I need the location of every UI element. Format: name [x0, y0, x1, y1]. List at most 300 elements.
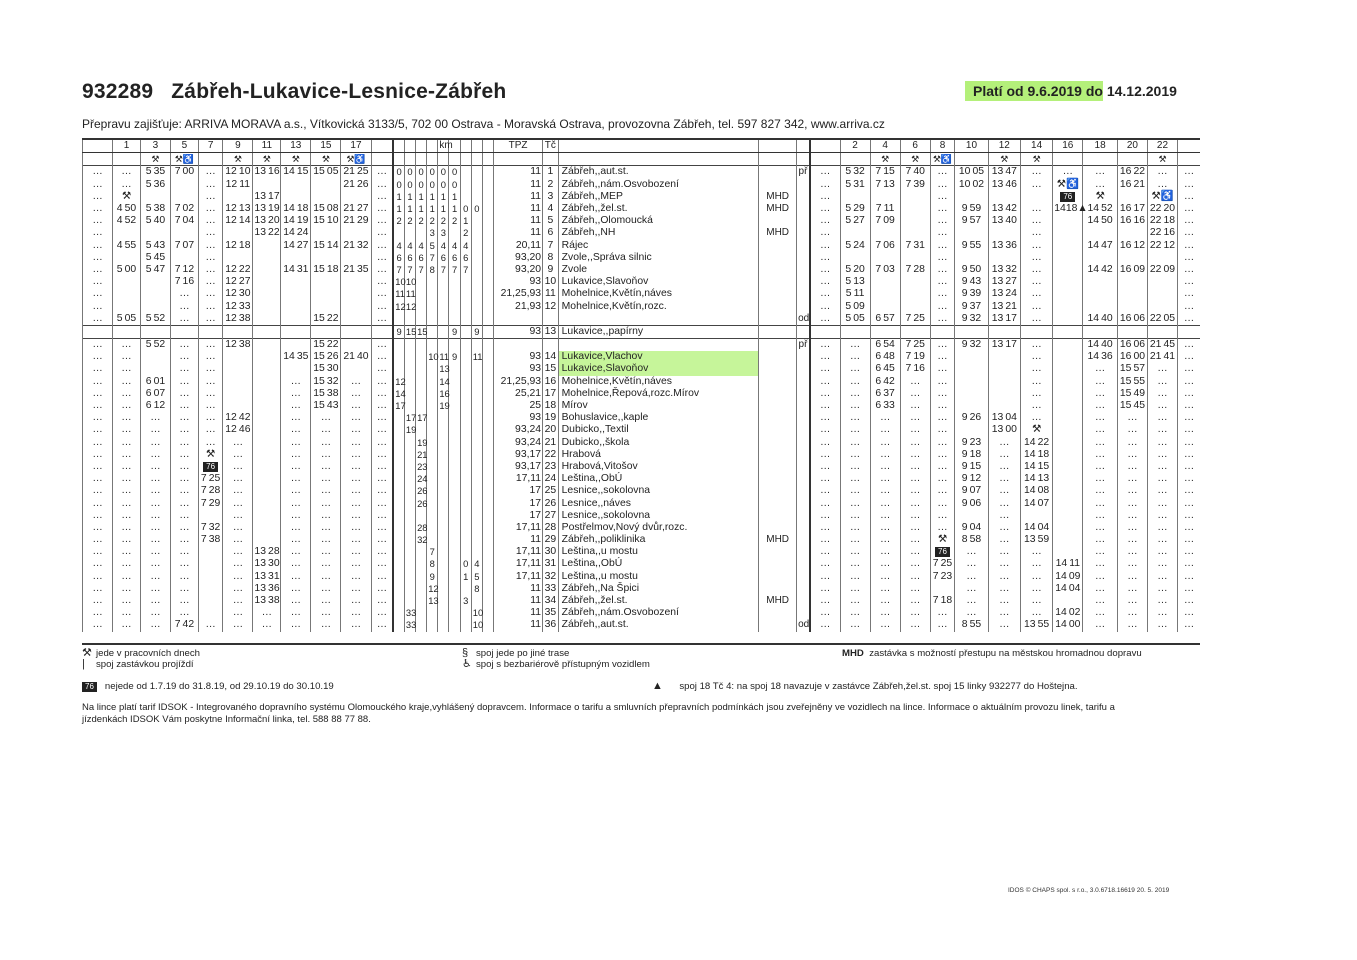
km-cell — [449, 571, 460, 583]
table-row — [83, 351, 1201, 363]
km-cell — [460, 376, 471, 388]
time-cell: … — [810, 166, 840, 179]
tpz-cell: 93 — [494, 412, 543, 424]
time-cell — [955, 388, 988, 400]
tc-cell: 3 — [543, 191, 559, 203]
time-cell: … — [223, 485, 253, 497]
time-cell: … — [1178, 461, 1200, 473]
time-cell: 14 52 — [1083, 203, 1118, 215]
time-cell — [341, 276, 371, 288]
time-cell: … — [198, 264, 223, 276]
table-row — [83, 449, 1201, 461]
time-cell: … — [1147, 619, 1177, 631]
km-cell — [404, 388, 415, 400]
time-cell — [1053, 461, 1083, 473]
km-cell — [404, 153, 415, 166]
time-cell: 7 25 — [198, 473, 223, 485]
time-cell: … — [83, 227, 113, 239]
time-cell — [1053, 351, 1083, 363]
time-cell: 5 11 — [840, 288, 870, 300]
tc-cell: 8 — [543, 252, 559, 264]
time-cell: 5 32 — [840, 166, 870, 179]
time-cell: 5 31 — [840, 179, 870, 191]
symbol-cell — [759, 153, 797, 166]
tpz-cell: 21,93 — [494, 300, 543, 312]
time-cell — [1117, 325, 1147, 338]
km-cell: 11 — [405, 288, 416, 300]
time-cell: 15 14 — [311, 240, 341, 252]
km-cell — [460, 166, 471, 179]
time-cell: ⚒♿ — [1053, 179, 1083, 191]
km-cell — [449, 288, 460, 300]
tc-cell: 12 — [543, 300, 559, 312]
time-cell: … — [1117, 449, 1147, 461]
time-cell: … — [113, 473, 141, 485]
time-cell: … — [870, 619, 900, 631]
time-cell: … — [371, 595, 393, 607]
km-cell — [482, 215, 493, 227]
table-row — [83, 339, 1201, 352]
km-cell — [438, 288, 449, 300]
time-cell: 7 31 — [900, 240, 930, 252]
stop-name: Zábřeh,,MEP — [558, 191, 759, 203]
tc-cell: 31 — [543, 558, 559, 570]
tc-cell: 33 — [543, 583, 559, 595]
km-cell — [471, 595, 482, 607]
stop-name: Bohuslavice,,kaple — [558, 412, 759, 424]
time-cell: 15 22 — [311, 313, 341, 326]
time-cell: … — [900, 437, 930, 449]
km-cell — [482, 546, 493, 558]
time-cell: … — [810, 473, 840, 485]
time-cell — [341, 191, 371, 203]
km-cell — [404, 497, 415, 509]
time-cell: 13 17 — [988, 339, 1020, 352]
time-cell: … — [341, 412, 371, 424]
symbol-cell — [840, 153, 870, 166]
time-cell: … — [371, 276, 393, 288]
time-cell: 15 49 — [1117, 388, 1147, 400]
time-cell — [281, 325, 311, 338]
time-cell: 16 09 — [1117, 264, 1147, 276]
km-cell — [482, 583, 493, 595]
time-cell — [341, 252, 371, 264]
symbol-cell: ⚒♿ — [171, 153, 199, 166]
time-cell: … — [1117, 485, 1147, 497]
mhd-cell — [759, 558, 797, 570]
time-cell: 13 31 — [254, 570, 280, 582]
time-cell: … — [371, 510, 393, 522]
time-cell: … — [810, 583, 840, 595]
time-cell: … — [371, 546, 393, 558]
time-cell — [341, 227, 371, 239]
stop-name — [558, 339, 759, 352]
stop-header — [558, 140, 759, 153]
time-cell: … — [1147, 607, 1177, 619]
time-cell: 14 36 — [1083, 351, 1118, 363]
time-cell: … — [140, 510, 170, 522]
time-cell: … — [810, 424, 840, 436]
validity-until: 14.12.2019 — [1106, 83, 1177, 99]
time-cell — [900, 191, 930, 203]
tpz-cell: 11 — [494, 203, 543, 215]
km-cell: 4 — [460, 240, 471, 252]
time-cell: … — [198, 288, 223, 300]
time-cell — [900, 215, 930, 227]
time-cell — [988, 400, 1020, 412]
km-cell — [404, 485, 415, 497]
mhd-cell — [759, 388, 797, 400]
time-cell: … — [1020, 227, 1052, 239]
tpz-cell: 17 — [494, 497, 543, 509]
time-cell: … — [988, 485, 1020, 497]
time-cell: … — [810, 179, 840, 191]
km-cell — [449, 363, 460, 375]
time-cell: … — [1020, 313, 1052, 326]
km-cell — [416, 300, 427, 312]
km-cell: 17 — [405, 412, 417, 424]
time-cell: 15 55 — [1117, 376, 1147, 388]
tpz-cell: 93,24 — [494, 424, 543, 436]
tc-cell: 9 — [543, 264, 559, 276]
km-cell: 0 — [438, 179, 449, 191]
mhd-cell — [759, 376, 797, 388]
time-cell: … — [198, 252, 223, 264]
km-cell: 11 — [472, 351, 483, 363]
tpz-cell: 93 — [494, 276, 543, 288]
km-header: km — [439, 140, 453, 152]
mhd-cell — [759, 288, 797, 300]
time-cell: 7 18 — [930, 595, 955, 607]
km-cell — [438, 153, 449, 166]
km-cell — [393, 153, 404, 166]
time-cell: 16 06 — [1117, 313, 1147, 326]
km-cell — [449, 424, 460, 436]
km-cell — [416, 351, 427, 363]
time-cell: … — [840, 583, 870, 595]
tc-cell: 19 — [543, 412, 559, 424]
mhd-cell — [759, 522, 797, 534]
col-header: 17 — [341, 140, 371, 153]
time-cell — [281, 276, 311, 288]
time-cell — [955, 510, 988, 522]
time-cell: … — [198, 203, 223, 215]
time-cell: 4 52 — [113, 215, 141, 227]
time-cell: … — [900, 388, 930, 400]
time-cell: 1418▲ — [1054, 203, 1088, 215]
time-cell — [840, 227, 870, 239]
km-cell — [393, 510, 404, 522]
col-header: 13 — [281, 140, 311, 153]
time-cell: … — [171, 449, 199, 461]
time-cell: … — [341, 388, 371, 400]
tc-cell: 6 — [543, 227, 559, 239]
time-cell — [1053, 313, 1083, 326]
km-cell — [460, 497, 471, 509]
mhd-cell — [759, 412, 797, 424]
time-cell — [140, 288, 170, 300]
km-cell — [482, 313, 493, 326]
time-cell — [253, 252, 281, 264]
stop-name: Zábřeh,,nám.Osvobození — [558, 179, 759, 191]
time-cell: … — [900, 400, 930, 412]
time-cell — [1083, 227, 1118, 239]
time-cell: … — [171, 558, 199, 570]
km-cell: 4 — [393, 240, 404, 252]
time-cell: … — [1147, 546, 1177, 558]
tc-cell: 34 — [543, 595, 559, 607]
flag-cell — [797, 510, 810, 522]
time-cell: … — [1083, 388, 1118, 400]
time-cell: … — [810, 534, 840, 546]
km-cell: 10 — [428, 351, 439, 363]
km-cell — [460, 619, 471, 631]
km-cell — [438, 276, 449, 288]
flag-cell — [797, 227, 810, 239]
table-row — [83, 325, 1201, 338]
time-cell: … — [930, 203, 955, 215]
km-cell — [460, 412, 471, 424]
km-cell — [416, 510, 427, 522]
time-cell: 9 07 — [955, 485, 988, 497]
time-cell: … — [1178, 522, 1200, 534]
km-cell — [471, 437, 482, 449]
time-cell — [1117, 227, 1147, 239]
time-cell — [311, 191, 341, 203]
km-cell — [482, 203, 493, 215]
time-cell: … — [810, 607, 840, 619]
mhd-cell: MHD — [759, 203, 797, 215]
time-cell: … — [311, 558, 341, 570]
tc-cell: 32 — [543, 571, 559, 583]
tc-cell: 30 — [543, 546, 559, 558]
km-cell: 2 — [404, 215, 415, 227]
time-cell: … — [281, 485, 311, 497]
km-header — [471, 140, 482, 153]
flag-cell — [797, 412, 810, 424]
symbol-cell: ⚒♿ — [930, 153, 955, 166]
time-cell: … — [1147, 388, 1177, 400]
time-cell: … — [1178, 534, 1200, 546]
km-cell — [471, 276, 482, 288]
time-cell — [198, 510, 223, 522]
time-cell: 6 54 — [870, 339, 900, 352]
time-cell — [870, 276, 900, 288]
time-cell — [341, 300, 371, 312]
time-cell: … — [140, 558, 170, 570]
km-cell — [460, 522, 471, 534]
km-cell: 0 — [404, 179, 415, 191]
table-row — [83, 412, 1201, 424]
time-cell: 6 57 — [870, 313, 900, 326]
mhd-header — [759, 140, 797, 153]
km-cell — [427, 485, 438, 497]
km-cell: 0 — [427, 166, 438, 179]
km-cell — [471, 227, 482, 239]
flag-cell — [797, 400, 810, 412]
time-cell: … — [371, 363, 393, 375]
time-cell — [281, 252, 311, 264]
time-cell: … — [810, 264, 840, 276]
flag-cell — [797, 203, 810, 215]
time-cell — [988, 191, 1020, 203]
time-cell: … — [83, 215, 113, 227]
time-cell: … — [171, 412, 199, 424]
stop-name: Mírov — [558, 400, 759, 412]
time-cell: ⚒ — [1020, 424, 1052, 436]
time-cell — [311, 252, 341, 264]
time-cell: … — [223, 571, 253, 583]
km-cell — [416, 546, 427, 558]
km-cell — [471, 288, 482, 300]
time-cell: … — [83, 376, 113, 388]
time-cell — [223, 227, 253, 239]
mhd-cell — [759, 166, 797, 179]
km-cell: 1 — [438, 203, 449, 215]
time-cell: … — [223, 534, 253, 546]
time-cell: … — [1178, 203, 1200, 215]
time-cell: … — [171, 288, 199, 300]
table-row — [83, 473, 1201, 485]
table-row — [83, 595, 1201, 607]
time-cell: … — [988, 558, 1020, 570]
time-cell: … — [341, 595, 371, 607]
time-cell: … — [371, 227, 393, 239]
time-cell: 9 18 — [955, 449, 988, 461]
km-cell — [471, 166, 482, 179]
time-cell — [223, 325, 253, 338]
stop-name: Zábřeh,,aut.st. — [558, 619, 759, 631]
time-cell: … — [83, 388, 113, 400]
time-cell: … — [1020, 264, 1052, 276]
time-cell: 7 25 — [930, 558, 955, 570]
time-cell: 21 41 — [1147, 351, 1177, 363]
time-cell: 14 42 — [1083, 264, 1118, 276]
table-row — [83, 400, 1201, 412]
time-cell: … — [1147, 437, 1177, 449]
km-cell — [460, 339, 471, 352]
table-row — [83, 558, 1201, 570]
time-cell: … — [1178, 252, 1200, 264]
table-row — [83, 252, 1201, 264]
time-cell: 13 04 — [988, 412, 1020, 424]
time-cell: … — [371, 215, 393, 227]
time-cell — [198, 546, 223, 558]
km-cell — [427, 522, 438, 534]
flag-cell — [797, 485, 810, 497]
time-cell — [311, 227, 341, 239]
time-cell: 22 09 — [1147, 264, 1177, 276]
flag-cell — [797, 558, 810, 570]
table-row — [83, 276, 1201, 288]
column-header-row — [83, 140, 1201, 153]
km-cell — [416, 288, 427, 300]
time-cell: … — [1178, 412, 1200, 424]
tpz-cell: 11 — [494, 179, 543, 191]
symbol-cell — [955, 153, 988, 166]
flag-cell — [797, 595, 810, 607]
time-cell: 21 40 — [341, 351, 371, 363]
time-cell: 6 12 — [140, 400, 170, 412]
time-cell: … — [955, 595, 988, 607]
km-cell: 8 — [471, 583, 482, 595]
time-cell: … — [1020, 558, 1052, 570]
time-cell: … — [198, 400, 223, 412]
time-cell: … — [988, 497, 1020, 509]
tc-cell: 10 — [543, 276, 559, 288]
time-cell: … — [1083, 571, 1118, 583]
symbol-cell: ⚒ — [988, 153, 1020, 166]
time-cell: … — [140, 424, 170, 436]
time-cell: 7 29 — [198, 497, 223, 509]
km-cell: 1 — [460, 571, 471, 583]
time-cell — [253, 473, 281, 485]
time-cell: … — [171, 595, 199, 607]
time-cell: … — [1020, 607, 1052, 619]
symbol-cell — [558, 153, 759, 166]
time-cell: … — [113, 363, 141, 375]
time-cell: … — [840, 571, 870, 583]
tpz-cell: 17,11 — [494, 473, 543, 485]
time-cell: … — [1178, 264, 1200, 276]
time-cell: 21 25 — [341, 166, 371, 179]
km-cell: 9 — [427, 571, 438, 583]
km-cell — [416, 153, 427, 166]
tpz-cell: 17,11 — [494, 558, 543, 570]
time-cell: … — [113, 534, 141, 546]
km-cell — [471, 363, 482, 375]
time-cell: 7 25 — [900, 313, 930, 326]
symbol-cell: ⚒ — [1147, 153, 1177, 166]
km-cell — [482, 510, 493, 522]
time-cell: … — [900, 571, 930, 583]
time-cell: 5 05 — [113, 313, 141, 326]
time-cell: … — [281, 571, 311, 583]
flag-cell — [797, 497, 810, 509]
tpz-cell: 21,25,93 — [494, 376, 543, 388]
time-cell — [253, 497, 281, 509]
table-row — [83, 363, 1201, 375]
time-cell — [900, 300, 930, 312]
tpz-cell: 93,17 — [494, 461, 543, 473]
km-cell: 7 — [404, 264, 415, 276]
km-cell — [438, 300, 449, 312]
table-row — [83, 240, 1201, 252]
time-cell: … — [140, 571, 170, 583]
symbol-cell — [83, 153, 113, 166]
stop-name: Mohelnice,Květín,náves — [558, 288, 759, 300]
triangle-icon: ▲ — [652, 680, 663, 692]
km-cell: 5 — [471, 571, 482, 583]
time-cell: … — [870, 437, 900, 449]
km-cell — [482, 595, 493, 607]
time-cell — [253, 534, 281, 546]
km-cell — [471, 215, 482, 227]
km-cell — [471, 534, 482, 546]
time-cell — [1053, 288, 1083, 300]
mhd-cell — [759, 240, 797, 252]
time-cell: 22 05 — [1147, 313, 1177, 326]
km-cell — [460, 400, 471, 412]
time-cell: 9 39 — [955, 288, 988, 300]
time-cell: … — [810, 485, 840, 497]
time-cell: 12 11 — [223, 179, 253, 191]
time-cell — [1053, 240, 1083, 252]
time-cell: … — [1147, 376, 1177, 388]
time-cell: … — [171, 607, 199, 619]
time-cell: 15 38 — [311, 388, 341, 400]
km-cell — [416, 376, 427, 388]
